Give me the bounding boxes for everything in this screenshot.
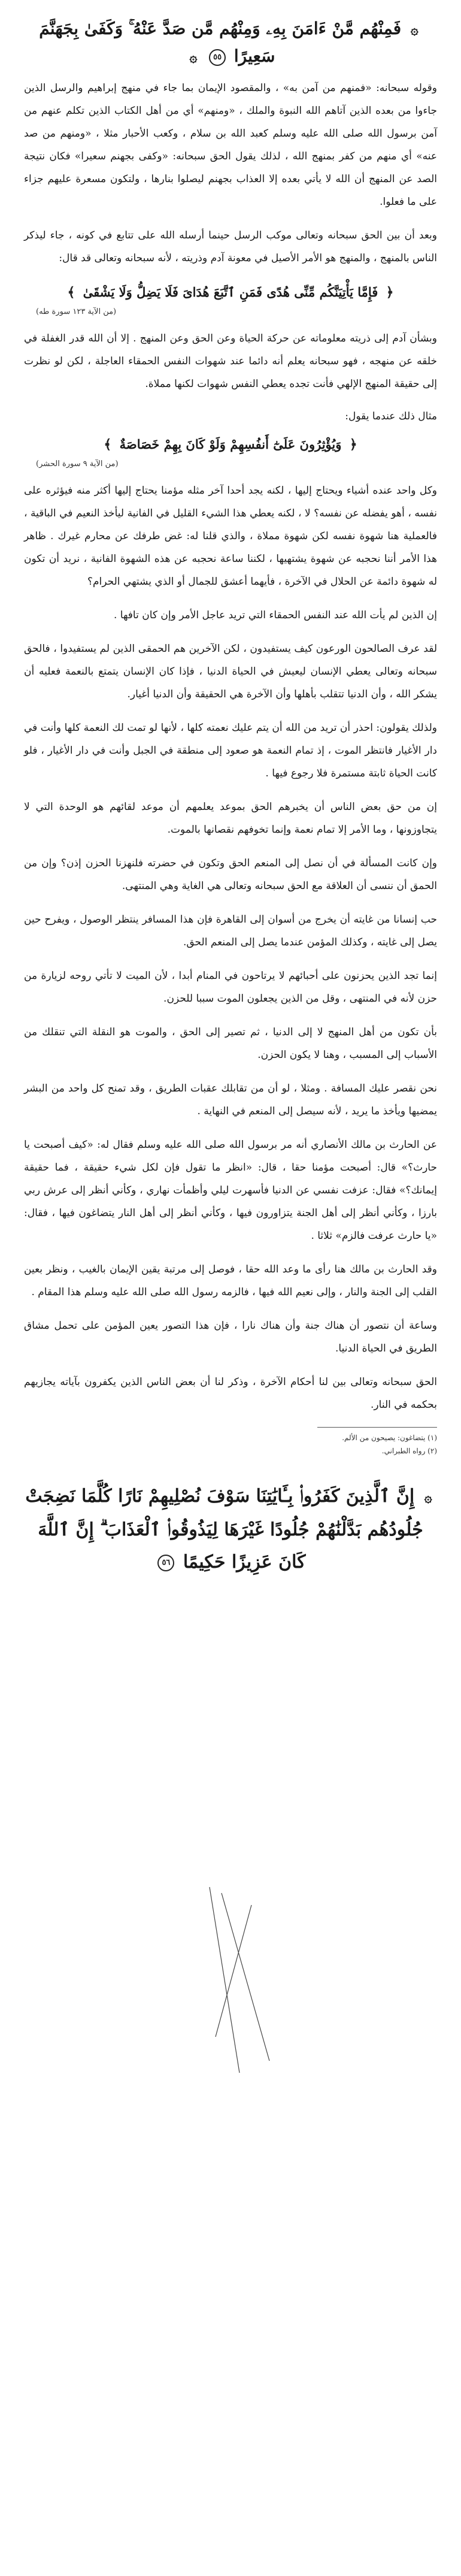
bottom-verse: [24, 1478, 437, 1585]
ornament-icon: ﴾: [67, 285, 75, 300]
paragraph: الحق سبحانه وتعالى بين لنا أحكام الآخرة ، وذكر لنا أن بعض الناس الذين يكفرون بآياته يجازيهم بحكمه في النار.: [24, 1376, 437, 1411]
paragraph: إن الذين لم يأت الله عند النفس الحمقاء التي تريد عاجل الأمر وإن كان تافها .: [113, 609, 437, 621]
ornament-icon: ﴾: [104, 437, 112, 452]
verse-number-icon: ٥٥: [209, 49, 226, 66]
footnote: (٢) رواه الطبراني.: [381, 1447, 437, 1455]
subheading: مثال ذلك عندما يقول:: [345, 410, 437, 422]
paragraph: وبشأن آدم إلى ذريته معلوماته عن حركة الحياة وعن الحق وعن المنهج . إلا أن الله قدر الغفلة في خلقه عن منهجه ، فهو سبحانه يعلم أنه دائما عند شهوات النفس الحمقاء العاجلة ، لكن لو نظرت إلى حقيقة المنهج الإلهي فأنت تجده يعطي النفس شهوات لكنها مملاة.: [24, 332, 437, 390]
header-verse: [24, 13, 437, 77]
ornament-icon: ﴿: [349, 437, 357, 452]
bottom-verse-text: إِنَّ ٱلَّذِينَ كَفَرُوا۟ بِـَٔايَٰتِنَا سَوْفَ نُصْلِيهِمْ نَارًا كُلَّمَا نَضِجَتْ جُلُودُهُم بَدَّلْنَٰهُمْ جُلُودًا غَيْرَهَا لِيَذُوقُوا۟ ٱلْعَذَابَ ۗ إِنَّ ٱللَّهَ كَانَ عَزِيزًا حَكِيمًا: [25, 1486, 423, 1573]
paragraph: نحن نقصر عليك المسافة . ومثلا ، لو أن من تقابلك عقبات الطريق ، وقد تمنح كل واحد من البشر يمضيها ويأخذ ما يريد ، لأنه سيصل إلى المنعم في النهاية .: [24, 1083, 437, 1117]
paragraph: إنما تجد الذين يحزنون على أحبائهم لا يرتاحون في المنام أبدا ، لأن الميت لا تأتي روحه لزيارة من حزن لأنه في المنتهى ، وقل من الذين يجعلون الموت سببا للحزن.: [24, 970, 437, 1005]
paragraph: وقوله سبحانه: «فمنهم من آمن به» ، والمقصود الإيمان بما جاء في منهج إبراهيم والرسل الذين جاءوا من بعده الذين آتاهم الله النبوة والملك ، «ومنهم» أي من أهل الكتاب الذين تكلم عنهم من آمن برسول الله صلى الله عليه وسلم كعبد الله بن سلام ، وكعب الأحبار مثلا ، «ومنهم من صد عنه» أي منهم من كفر بمنهج الله ، لذلك يقول الحق سبحانه: «وكفى بجهنم سعيرا» فكان نتيجة الصد عن المنهج أن الله لا يأتي بعده إلا العذاب بجهنم ليصلوا بنارها ، ولتكون مسعرة عليهم جزاء على ما فعلوا.: [24, 82, 438, 208]
quote-reference: (من الآية ١٢٣ سورة طه): [36, 307, 117, 316]
footnote: (١) يتضاغون: يصيحون من الألم.: [342, 1434, 437, 1442]
header-verse-text: فَمِنْهُم مَّنْ ءَامَنَ بِهِۦ وَمِنْهُم مَّن صَدَّ عَنْهُ ۚ وَكَفَىٰ بِجَهَنَّمَ سَعِيرًا: [39, 19, 402, 66]
paragraph: وبعد أن بين الحق سبحانه وتعالى موكب الرسل حينما أرسله الله على تتابع في كونه ، جاء ليذكر الناس بالمنهج ، والمنهج هو الأمر الأصيل في معونة آدم وذريته ، لأنه سبحانه وتعالى قد قال:: [24, 229, 437, 264]
paragraph: ولذلك يقولون: احذر أن تريد من الله أن يتم عليك نعمته كلها ، لأنها لو تمت لك النعمة كلها وأنت في دار الأغيار فانتظر الموت ، إذ تمام النعمة هو صعود إلى منطقة في الجبل وأنت في دار الأغيار ، فلو كانت الحياة ثابتة مستمرة فلا رجوع فيها .: [24, 722, 437, 779]
quran-quote: [24, 433, 437, 456]
quote-text: وَيُؤْثِرُونَ عَلَىٰٓ أَنفُسِهِمْ وَلَوْ كَانَ بِهِمْ خَصَاصَةٌ: [119, 437, 342, 452]
ornament-icon: ۞: [424, 1490, 432, 1505]
paragraph: بأن تكون من أهل المنهج لا إلى الدنيا ، ثم تصير إلى الحق ، والموت هو النقلة التي تنقلك من الأسباب إلى المسبب ، وهنا لا يكون الحزن.: [24, 1026, 437, 1061]
ornament-icon: ﴿: [386, 285, 394, 300]
paragraph: عن الحارث بن مالك الأنصاري أنه مر برسول الله صلى الله عليه وسلم فقال له: «كيف أصبحت يا حارث؟» قال: أصبحت مؤمنا حقا ، قال: «انظر ما تقول فإن لكل شيء حقيقة ، فما حقيقة إيمانك؟» فقال: عزفت نفسي عن الدنيا فأسهرت ليلي وأظمأت نهاري ، وكأني أنظر إلى عرش ربي بارزا ، وكأني أنظر إلى أهل الجنة يتزاورون فيها ، وكأني أنظر إلى أهل النار يتضاغون فيها ، فقال: «يا حارث عرفت فالزم» ثلاثا .: [24, 1139, 437, 1242]
paragraph: وإن كانت المسألة في أن نصل إلى المنعم الحق وتكون في حضرته فلنهزنا الحزن إذن؟ وإن من الحمق أن ننسى أن العلاقة مع الحق سبحانه وتعالى هي الغاية وهي المنتهى.: [24, 857, 437, 892]
paragraph: إن من حق بعض الناس أن يخبرهم الحق بموعد يعلمهم أن موعد لقائهم هو الوحدة التي لا يتجاوزونها ، وما الأمر إلا تمام نعمة وإنما تخوفهم نقصانها بالموت.: [24, 801, 437, 836]
ornament-icon: ۞: [189, 50, 198, 65]
paragraph: حب إنسانا من غايته أن يخرج من أسوان إلى القاهرة فإن هذا المسافر ينتظر الوصول ، ويفرح حين يصل إلى غايته ، وكذلك المؤمن عندما يصل إلى المنعم الحق.: [24, 914, 437, 948]
footnote-divider: [317, 1427, 437, 1428]
verse-number-icon: ٥٦: [157, 1555, 174, 1571]
quote-text: فَإِمَّا يَأْتِيَنَّكُم مِّنِّى هُدًى فَمَنِ ٱتَّبَعَ هُدَاىَ فَلَا يَضِلُّ وَلَا يَشْقَىٰ: [83, 285, 378, 300]
paragraph: وساعة أن نتصور أن هناك جنة وأن هناك نارا ، فإن هذا التصور يعين المؤمن على تحمل مشاق الطريق في الحياة الدنيا.: [24, 1320, 437, 1354]
quran-quote: [24, 280, 437, 304]
paragraph: وقد الحارث بن مالك هنا رأى ما وعد الله حقا ، فوصل إلى مرتبة يقين الإيمان بالغيب ، ونظر بعين القلب إلى الجنة والنار ، وإلى نعيم الله فيها ، فالزمه رسول الله صلى الله عليه وسلم هذا المقام .: [24, 1263, 438, 1298]
quote-reference: (من الآية ٩ سورة الحشر): [36, 459, 119, 468]
paragraph: لقد عرف الصالحون الورعون كيف يستفيدون ، لكن الآخرين هم الحمقى الذين لم يستفيدوا ، فالحق سبحانه وتعالى يعطي الإنسان ليعيش في الحياة الدنيا ، فإذا كان الإنسان يتمتع بالنعمة فعليه أن يشكر الله ، وأن الدنيا تتقلب بأهلها وأن الآخرة هي الحقيقة وأن الدنيا أغيار.: [24, 643, 437, 700]
pen-annotation-icon: [204, 1881, 275, 2079]
ornament-icon: ۞: [410, 22, 418, 38]
paragraph: وكل واحد عنده أشياء ويحتاج إليها ، لكنه يجد أحدا آخر مثله مؤمنا يحتاج إليها أكثر منه فيؤثره على نفسه ، أهو يفضله عن نفسه؟ لا ، لكنه يعطي هذا الشيء القليل في الفانية ليأخذ النعيم في الباقية ، فالعملية هنا شهوة نفسه لكن شهوة مملاة ، والذي قلنا له: غض طرفك عن محارم غيرك . ظاهر هذا الأمر أننا نحجبه عن شهوة يشتهيها ، لكننا ساعة نحجبه عن هذه الشهوة الفانية ، نريد أن تكون له شهوة دائمة عن الحلال في الآخرة ، فأيهما أعشق للجمال أو الذي يشتهي الحرام؟: [24, 485, 437, 588]
